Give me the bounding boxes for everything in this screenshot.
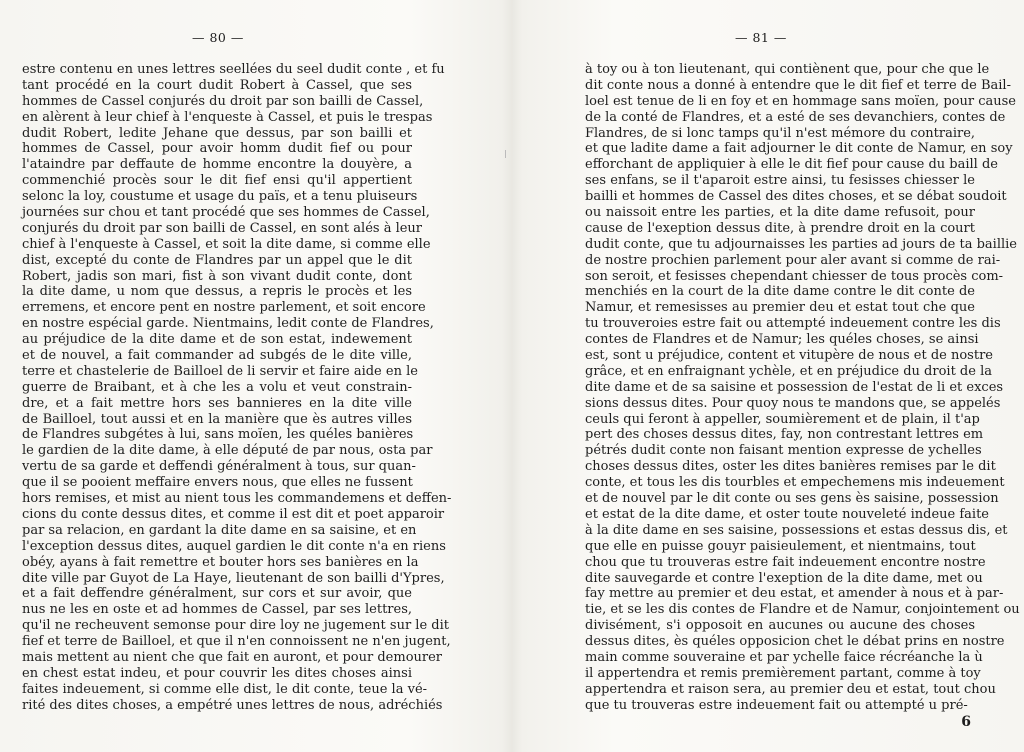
- text-line: et estat de la dite dame, et oster toute nouveleté indeue faite: [585, 506, 989, 522]
- text-line: dudit Robert, ledite Jehane que dessus, par son bailli et: [22, 125, 412, 141]
- text-line: menchiés en la court de la dite dame contre le dit conte de: [585, 284, 975, 300]
- text-line: à la dite dame en ses saisine, possessions et estas dessus dis, et: [585, 522, 1008, 538]
- text-line: en chest estat indeu, et pour couvrir les dites choses ainsi: [22, 665, 412, 681]
- text-line: dit conte nous a donné à entendre que le dit fief et terre de Bail-: [585, 77, 1011, 93]
- gutter-mark: [505, 150, 506, 158]
- text-line: et de nouvel, a fait commander ad subgés de le dite ville,: [22, 348, 412, 364]
- left-page-number: — 80 —: [192, 30, 244, 45]
- text-line: hors remises, et mist au nient tous les commandemens et deffen-: [22, 491, 452, 507]
- text-line: et de nouvel par le dit conte ou ses gens ès saisine, possession: [585, 491, 999, 507]
- text-line: grâce, et en enfraignant ychèle, et en préjudice du droit de la: [585, 363, 992, 379]
- text-line: en nostre espécial garde. Nientmains, ledit conte de Flandres,: [22, 316, 434, 332]
- text-line: selonc la loy, coustume et usage du païs, et a tenu pluiseurs: [22, 189, 418, 205]
- text-line: sions dessus dites. Pour quoy nous te mandons que, se appelés: [585, 395, 1001, 411]
- text-line: fay mettre au premier et deu estat, et amender à nous et à par-: [585, 586, 1004, 602]
- text-line: chou que tu trouveras estre fait indeuement encontre nostre: [585, 554, 986, 570]
- text-line: de Bailloel, tout aussi et en la manière que ès autres villes: [22, 411, 412, 427]
- right-page-number: — 81 —: [735, 30, 787, 45]
- signature-mark: 6: [961, 714, 971, 730]
- right-page: [585, 0, 1020, 752]
- text-line: Flandres, de si lonc tamps qu'il n'est mémore du contraire,: [585, 125, 976, 141]
- text-line: hommes de Cassel conjurés du droit par son bailli de Cassel,: [22, 93, 424, 109]
- text-line: par sa relacion, en gardant la dite dame en sa saisine, et en: [22, 522, 417, 538]
- left-page-text: [22, 62, 452, 714]
- text-line: ceuls qui feront à appeller, soumièrement et de plain, il t'ap: [585, 411, 980, 427]
- text-line: l'exception dessus dites, auquel gardien le dit conte n'a en riens: [22, 538, 446, 554]
- text-line: estre contenu en unes lettres seellées du seel dudit conte , et fu: [22, 62, 445, 77]
- text-line: main comme souveraine et par ychelle faice récréanche la ù: [585, 649, 983, 665]
- text-line: dist, excepté du conte de Flandres par un appel que le dit: [22, 252, 412, 268]
- text-line: dite sauvegarde et contre l'exeption de la dite dame, met ou: [585, 570, 983, 586]
- text-line: ou naissoit entre les parties, et la dite dame refusoit, pour: [585, 205, 975, 221]
- text-line: que il se pooient meffaire envers nous, que elles ne fussent: [22, 475, 413, 491]
- text-line: que elle en puisse gouyr paisieulement, et nientmains, tout: [585, 538, 976, 554]
- text-line: de la conté de Flandres, et a esté de ses devanchiers, contes de: [585, 109, 1006, 125]
- text-line: divisément, s'i opposoit en aucunes ou aucune des choses: [585, 618, 975, 634]
- text-line: commenchié procès sour le dit fief ensi qu'il appertient: [22, 173, 412, 189]
- text-line: nus ne les en oste et ad hommes de Cassel, par ses lettres,: [22, 602, 412, 618]
- text-line: que tu trouveras estre indeuement fait ou attempté u pré-: [585, 697, 968, 713]
- text-line: ses enfans, se il t'aparoit estre ainsi, tu fesisses chiesser le: [585, 173, 975, 189]
- text-line: dessus dites, ès quéles opposicion chet le débat prins en nostre: [585, 634, 1005, 650]
- text-line: obéy, ayans à fait remettre et bouter hors ses banières en la: [22, 554, 419, 570]
- text-line: pétrés dudit conte non faisant mention expresse de ychelles: [585, 443, 982, 459]
- text-line: Robert, jadis son mari, fist à son vivant dudit conte, dont: [22, 268, 412, 284]
- right-page-text: [585, 62, 1020, 714]
- text-line: journées sur chou et tant procédé que ses hommes de Cassel,: [22, 205, 430, 221]
- text-line: de nostre prochien parlement pour aler avant si comme de rai-: [585, 252, 1001, 268]
- text-line: bailli et hommes de Cassel des dites choses, et se débat soudoit: [585, 189, 1007, 205]
- text-line: en alèrent à leur chief à l'enqueste à Cassel, et puis le trespas: [22, 109, 433, 125]
- text-line: conjurés du droit par son bailli de Cassel, en sont alés à leur: [22, 220, 423, 236]
- text-line: chief à l'enqueste à Cassel, et soit la dite dame, si comme elle: [22, 236, 431, 252]
- text-line: dite dame et de sa saisine et possession de l'estat de li et exces: [585, 379, 1004, 395]
- text-line: la dite dame, u nom que dessus, a repris le procès et les: [22, 284, 412, 300]
- text-line: contes de Flandres et de Namur; les quéles choses, se ainsi: [585, 332, 979, 348]
- text-line: dite ville par Guyot de La Haye, lieutenant de son bailli d'Ypres,: [22, 570, 445, 586]
- text-line: qu'il ne recheuvent semonse pour dire loy ne jugement sur le dit: [22, 618, 449, 634]
- text-line: l'ataindre par deffaute de homme encontre la douyère, a: [22, 157, 412, 173]
- text-line: au préjudice de la dite dame et de son estat, indewement: [22, 332, 412, 348]
- text-line: est, sont u préjudice, content et vitupère de nous et de nostre: [585, 348, 993, 364]
- text-line: efforchant de appliquier à elle le dit fief pour cause du baill de: [585, 157, 998, 173]
- text-line: tant procédé en la court dudit Robert à Cassel, que ses: [22, 77, 412, 93]
- text-line: terre et chastelerie de Bailloel de li servir et faire aide en le: [22, 363, 418, 379]
- text-line: son seroit, et fesisses chependant chiesser de tous procès com-: [585, 268, 1004, 284]
- text-line: et que ladite dame a fait adjourner le dit conte de Namur, en soy: [585, 141, 1013, 157]
- text-line: hommes de Cassel, pour avoir homm dudit fief ou pour: [22, 141, 412, 157]
- text-line: dre, et a fait mettre hors ses bannieres en la dite ville: [22, 395, 412, 411]
- text-line: guerre de Braibant, et à che les a volu et veut constrain-: [22, 379, 412, 395]
- text-line: tu trouveroies estre fait ou attempté indeuement contre les dis: [585, 316, 1001, 332]
- text-line: rité des dites choses, a empétré unes lettres de nous, adréchiés: [22, 697, 443, 713]
- text-line: il appertendra et remis premièrement partant, comme à toy: [585, 665, 981, 681]
- text-line: et a fait deffendre généralment, sur cors et sur avoir, que: [22, 586, 412, 602]
- text-line: appertendra et raison sera, au premier deu et estat, tout chou: [585, 681, 996, 697]
- text-line: le gardien de la dite dame, à elle député de par nous, osta par: [22, 443, 433, 459]
- text-line: de Flandres subgétes à lui, sans moïen, les quéles banières: [22, 427, 414, 443]
- text-line: vertu de sa garde et deffendi généralment à tous, sur quan-: [22, 459, 416, 475]
- text-line: cions du conte dessus dites, et comme il est dit et poet apparoir: [22, 506, 445, 522]
- text-line: Namur, et remesisses au premier deu et estat tout che que: [585, 300, 975, 316]
- text-line: mais mettent au nient che que fait en auront, et pour demourer: [22, 649, 443, 665]
- text-line: faites indeuement, si comme elle dist, le dit conte, teue la vé-: [22, 681, 428, 697]
- left-page: [22, 0, 452, 752]
- text-line: conte, et tous les dis tourbles et empechemens mis indeuement: [585, 475, 1005, 491]
- text-line: tie, et se les dis contes de Flandre et de Namur, conjointement ou: [585, 602, 1020, 618]
- text-line: pert des choses dessus dites, fay, non contrestant lettres em: [585, 427, 984, 443]
- text-line: à toy ou à ton lieutenant, qui contiènent que, pour che que le: [585, 62, 990, 77]
- text-line: loel est tenue de li en foy et en hommage sans moïen, pour cause: [585, 93, 1016, 109]
- text-line: cause de l'exeption dessus dite, à prendre droit en la court: [585, 220, 975, 236]
- text-line: erremens, et encore pent en nostre parlement, et soit encore: [22, 300, 426, 316]
- text-line: choses dessus dites, oster les dites banières remises par le dit: [585, 459, 996, 475]
- text-line: fief et terre de Bailloel, et que il n'en connoissent ne n'en jugent,: [22, 634, 451, 650]
- text-line: dudit conte, que tu adjournaisses les parties ad jours de ta baillie: [585, 236, 1018, 252]
